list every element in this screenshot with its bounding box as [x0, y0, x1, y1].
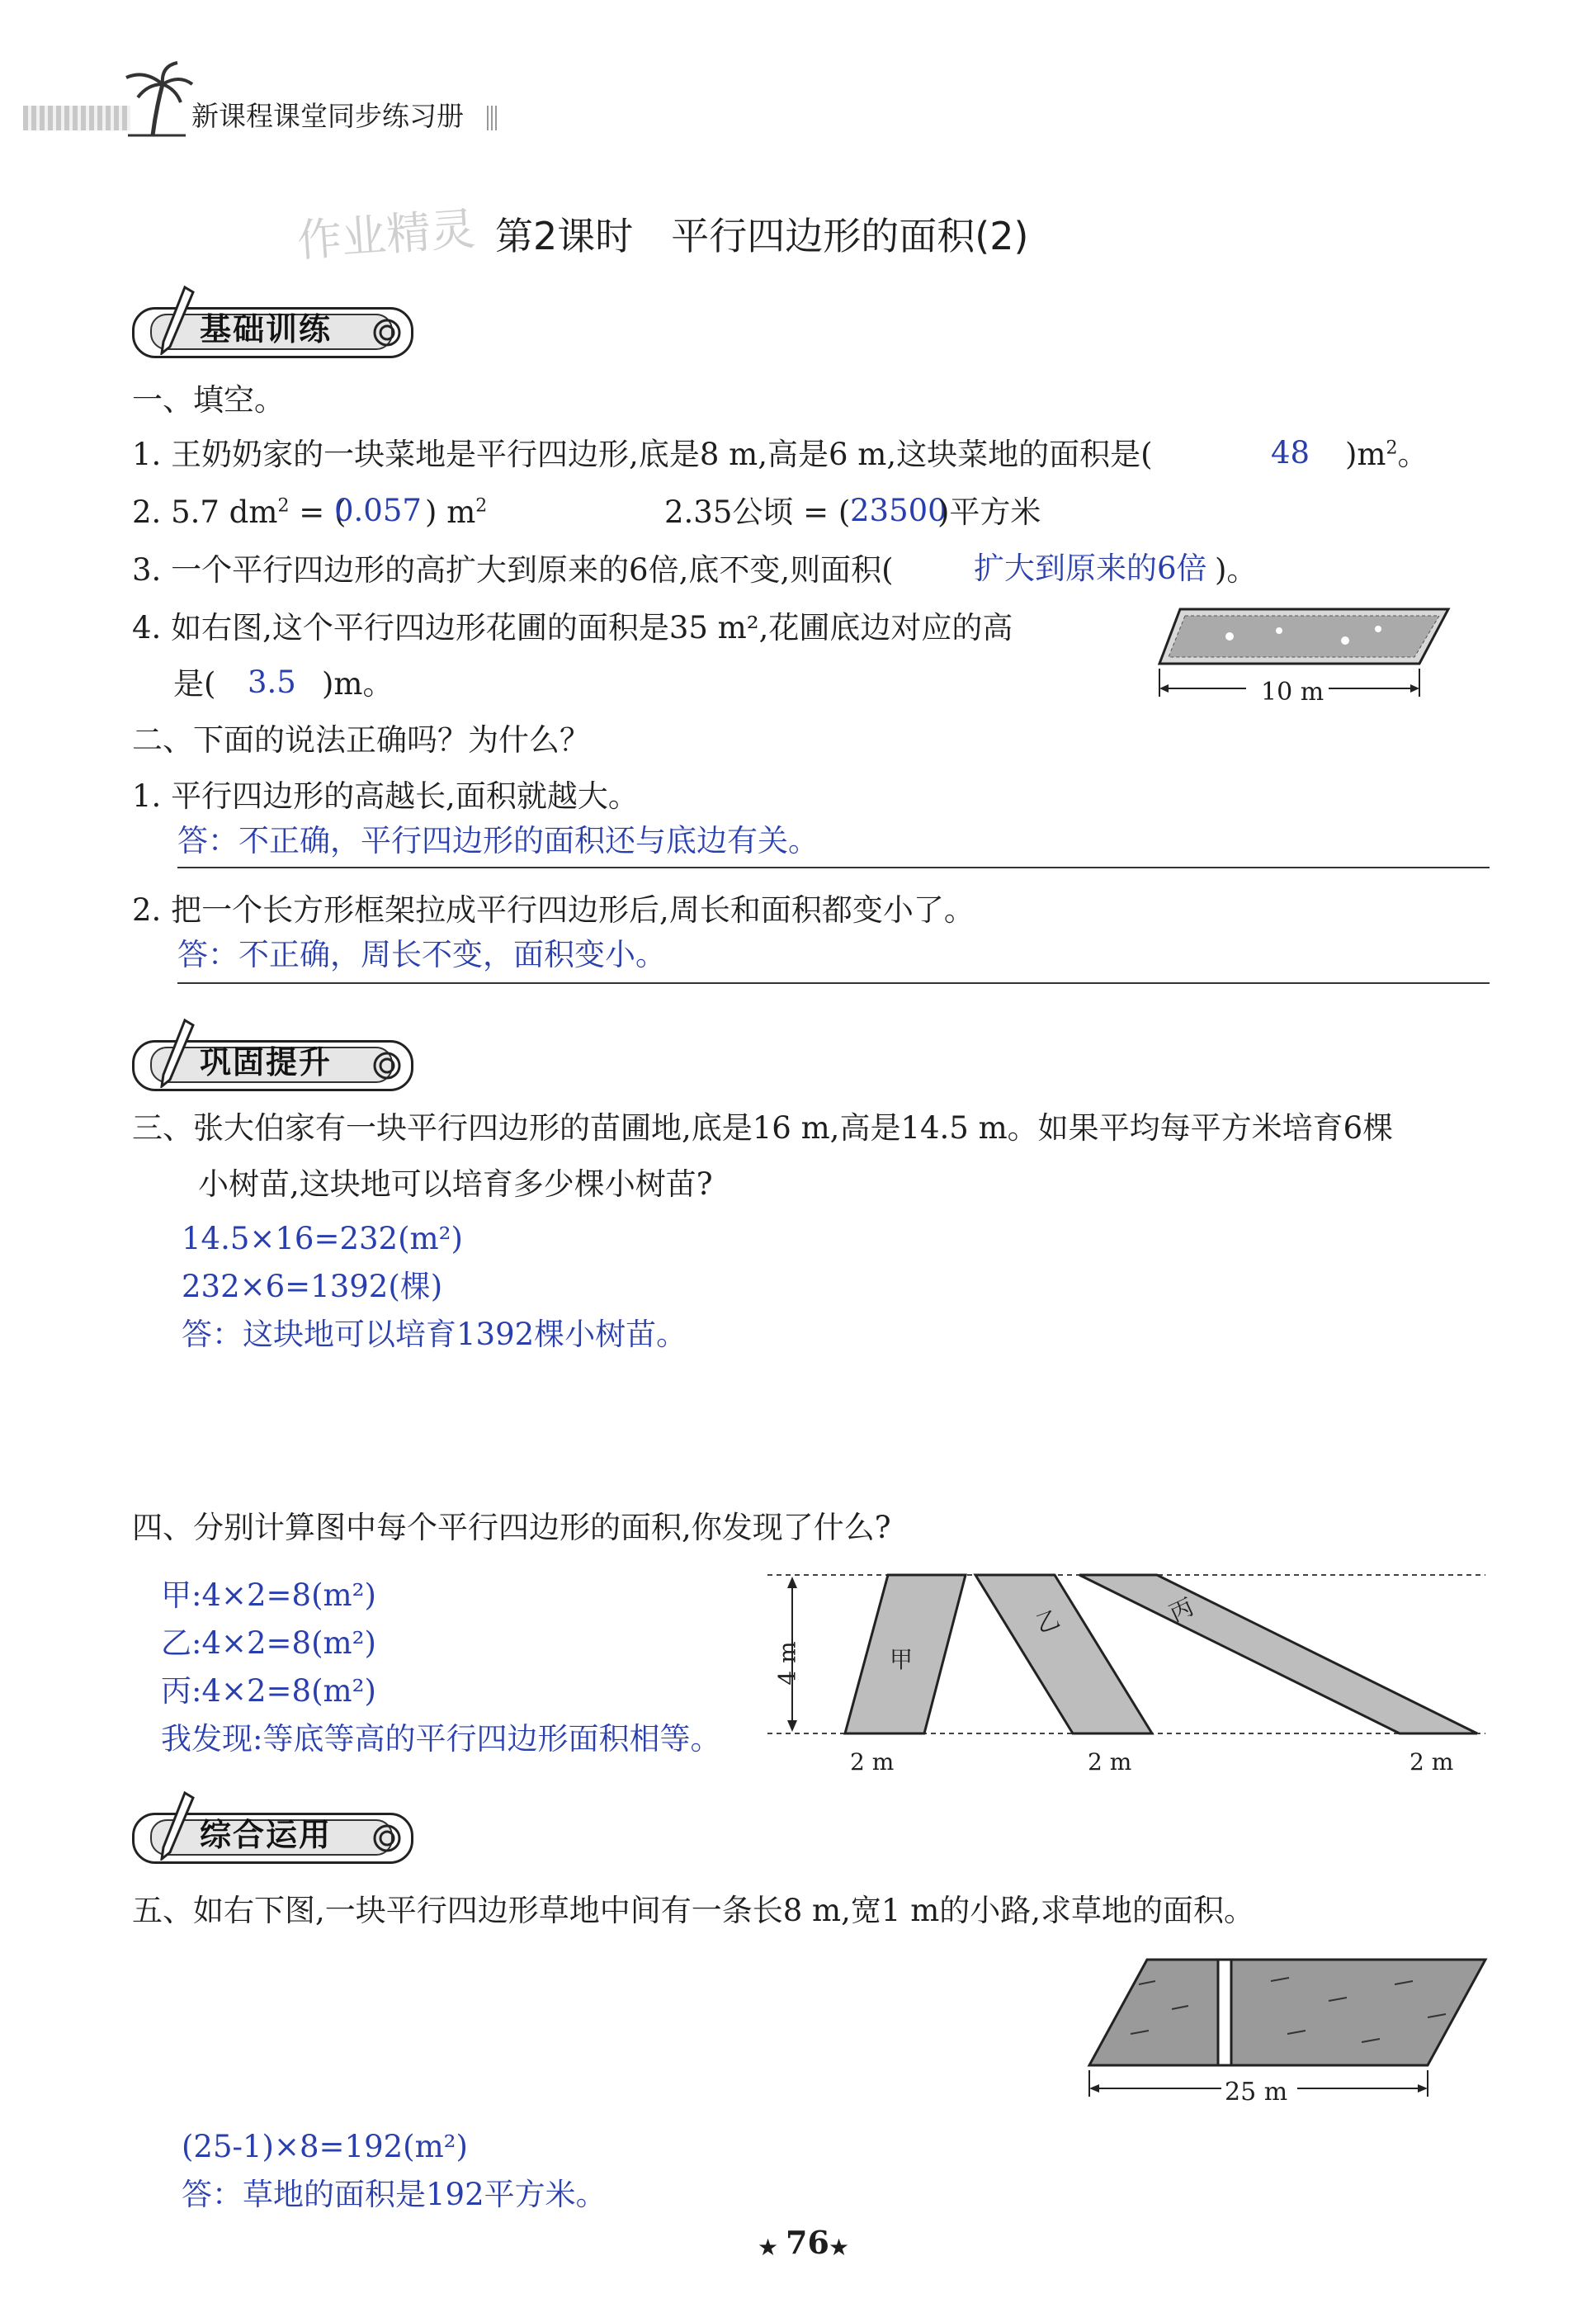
shape-b-label: 乙: [1032, 1605, 1064, 1639]
watermark: 作业精灵: [295, 202, 477, 267]
part5-line: 五、如右下图,一块平行四边形草地中间有一条长8 m,宽1 m的小路,求草地的面积。: [132, 1893, 1255, 1928]
q4-answer: 3.5: [248, 664, 296, 700]
p2-q2-answer-line: [177, 982, 1490, 984]
part3-ans2: 232×6=1392(棵): [182, 1269, 443, 1304]
q1-unit: )$m^2$。: [1345, 437, 1428, 472]
grass-field-label: 25 m: [1225, 2078, 1288, 2107]
q4-line1: 4. 如右图,这个平行四边形花圃的面积是35 m²,花圃底边对应的高: [132, 610, 1013, 646]
p2-q1-text: 1. 平行四边形的高越长,面积就越大。: [132, 778, 639, 814]
q1-text: 1. 王奶奶家的一块菜地是平行四边形,底是8 m,高是6 m,这块菜地的面积是(: [132, 437, 1153, 472]
part3-line1: 三、张大伯家有一块平行四边形的苗圃地,底是16 m,高是14.5 m。如果平均每平方米培育6棵: [132, 1110, 1394, 1146]
palm-tree-icon: [120, 59, 194, 138]
q2a-label: 2. 5.7 dm: [132, 494, 278, 530]
pencil-icon: [155, 1017, 196, 1088]
p2-q1-answer-line: [177, 867, 1490, 868]
q2b-unit: )平方米: [937, 494, 1041, 530]
ring-icon: [371, 1823, 403, 1854]
q4-line2b: )m。: [322, 666, 394, 702]
shape-c-label: 丙: [1165, 1592, 1198, 1628]
shape-a-label: 甲: [890, 1646, 914, 1673]
pencil-icon: [155, 284, 196, 355]
part3-ans1: 14.5×16=232(m²): [182, 1221, 463, 1256]
three-parallelograms-figure: [759, 1562, 1502, 1760]
page-number-left-star: ★: [758, 2234, 779, 2261]
q2a-answer: 0.057: [334, 493, 422, 528]
section-comprehensive: [132, 1804, 413, 1864]
flower-bed-label: 10 m: [1261, 678, 1324, 707]
part3-line2: 小树苗,这块地可以培育多少棵小树苗?: [198, 1166, 713, 1202]
q2a-unit: ) $m^2$: [425, 494, 488, 530]
fig-height-label: 4 m: [773, 1641, 801, 1686]
p2-q2-text: 2. 把一个长方形框架拉成平行四边形后,周长和面积都变小了。: [132, 892, 975, 928]
section-label: 基础训练: [200, 311, 333, 348]
part5-ans2: 答：草地的面积是192平方米。: [182, 2177, 607, 2212]
q3-answer: 扩大到原来的6倍: [974, 551, 1207, 586]
part4-heading: 四、分别计算图中每个平行四边形的面积,你发现了什么?: [132, 1510, 891, 1545]
part2-heading: 二、下面的说法正确吗？为什么？: [132, 722, 590, 758]
p2-q1-answer: 答：不正确，平行四边形的面积还与底边有关。: [177, 823, 819, 858]
q3-close: )。: [1215, 552, 1258, 588]
q1-answer: 48: [1271, 435, 1310, 471]
ring-icon: [371, 1050, 403, 1081]
base-a-label: 2 m: [850, 1748, 895, 1776]
base-b-label: 2 m: [1088, 1748, 1132, 1776]
book-title: 新课程课堂同步练习册: [191, 100, 464, 132]
q2b-answer: 23500: [850, 493, 947, 528]
q1-unit-text: )m: [1345, 437, 1386, 472]
pencil-icon: [155, 1790, 196, 1861]
ring-icon: [371, 317, 403, 348]
page-number-right-star: ★: [829, 2234, 850, 2261]
part5-ans1: (25-1)×8=192(m²): [182, 2129, 468, 2164]
header-decoration: [23, 106, 130, 130]
q3-text: 3. 一个平行四边形的高扩大到原来的6倍,底不变,则面积(: [132, 552, 894, 588]
header-tick-marks: [487, 106, 498, 130]
q2b-text: 2.35公顷 = (: [664, 494, 851, 530]
lesson-title: 第2课时 平行四边形的面积(2): [495, 214, 1029, 258]
q4-line2a: 是(: [173, 666, 216, 702]
part4-ans3: 丙:4×2=8(m²): [161, 1673, 376, 1709]
section-consolidate: [132, 1032, 413, 1091]
part4-ans1: 甲:4×2=8(m²): [161, 1577, 376, 1613]
part1-heading: 一、填空。: [132, 382, 285, 418]
page-number: 76: [786, 2224, 829, 2261]
q2a-mid: = (: [289, 494, 347, 530]
section-label: 巩固提升: [200, 1044, 333, 1081]
section-label: 综合运用: [200, 1817, 333, 1853]
q2a-unit-text: ) m: [425, 494, 476, 530]
base-c-label: 2 m: [1409, 1748, 1454, 1776]
part3-ans3: 答：这块地可以培育1392棵小树苗。: [182, 1317, 687, 1352]
section-basic: [132, 299, 413, 358]
part4-ans2: 乙:4×2=8(m²): [161, 1625, 376, 1661]
q2a-text: 2. 5.7 $dm^2$ = (: [132, 494, 347, 530]
part4-ans4: 我发现:等底等高的平行四边形面积相等。: [161, 1721, 721, 1757]
p2-q2-answer: 答：不正确，周长不变，面积变小。: [177, 937, 666, 972]
